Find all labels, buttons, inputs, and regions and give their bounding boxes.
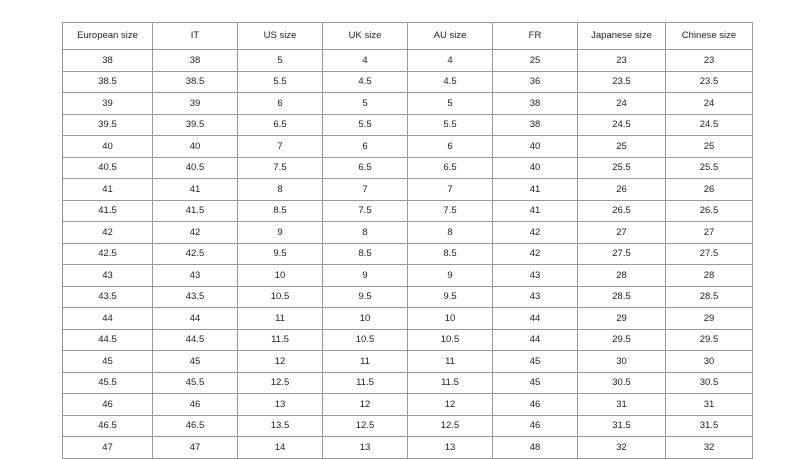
cell-chinese-size: 28.5 (666, 286, 753, 308)
shoe-size-conversion-table (62, 22, 753, 459)
cell-fr: 25 (493, 50, 578, 72)
cell-it: 40.5 (153, 157, 238, 179)
table-row (63, 71, 753, 93)
cell-fr: 36 (493, 71, 578, 93)
cell-it: 42 (153, 222, 238, 244)
cell-european-size: 40.5 (63, 157, 153, 179)
cell-us-size: 10.5 (238, 286, 323, 308)
table-row (63, 437, 753, 459)
cell-fr: 45 (493, 372, 578, 394)
cell-it: 38.5 (153, 71, 238, 93)
cell-us-size: 10 (238, 265, 323, 287)
cell-uk-size: 11.5 (323, 372, 408, 394)
cell-uk-size: 9.5 (323, 286, 408, 308)
cell-chinese-size: 29 (666, 308, 753, 330)
cell-japanese-size: 26 (578, 179, 666, 201)
cell-european-size: 39.5 (63, 114, 153, 136)
cell-us-size: 14 (238, 437, 323, 459)
column-header-au-size: AU size (408, 23, 493, 50)
cell-chinese-size: 24.5 (666, 114, 753, 136)
table-row (63, 372, 753, 394)
cell-uk-size: 4.5 (323, 71, 408, 93)
cell-au-size: 4.5 (408, 71, 493, 93)
cell-european-size: 46.5 (63, 415, 153, 437)
cell-fr: 41 (493, 200, 578, 222)
column-header-japanese-size: Japanese size (578, 23, 666, 50)
cell-japanese-size: 29 (578, 308, 666, 330)
cell-fr: 38 (493, 93, 578, 115)
cell-japanese-size: 27 (578, 222, 666, 244)
cell-european-size: 40 (63, 136, 153, 158)
cell-uk-size: 6.5 (323, 157, 408, 179)
cell-it: 46.5 (153, 415, 238, 437)
cell-japanese-size: 24 (578, 93, 666, 115)
cell-uk-size: 8.5 (323, 243, 408, 265)
cell-au-size: 10 (408, 308, 493, 330)
cell-chinese-size: 26.5 (666, 200, 753, 222)
cell-japanese-size: 32 (578, 437, 666, 459)
cell-au-size: 6 (408, 136, 493, 158)
cell-it: 44 (153, 308, 238, 330)
cell-fr: 43 (493, 265, 578, 287)
cell-european-size: 43.5 (63, 286, 153, 308)
cell-au-size: 9 (408, 265, 493, 287)
column-header-us-size: US size (238, 23, 323, 50)
column-header-uk-size: UK size (323, 23, 408, 50)
cell-uk-size: 5 (323, 93, 408, 115)
cell-uk-size: 7.5 (323, 200, 408, 222)
cell-uk-size: 13 (323, 437, 408, 459)
cell-au-size: 7.5 (408, 200, 493, 222)
cell-european-size: 43 (63, 265, 153, 287)
cell-chinese-size: 32 (666, 437, 753, 459)
cell-uk-size: 12.5 (323, 415, 408, 437)
cell-chinese-size: 23 (666, 50, 753, 72)
cell-it: 43.5 (153, 286, 238, 308)
cell-us-size: 7.5 (238, 157, 323, 179)
table-row (63, 265, 753, 287)
cell-it: 41.5 (153, 200, 238, 222)
cell-au-size: 5 (408, 93, 493, 115)
cell-chinese-size: 27 (666, 222, 753, 244)
cell-japanese-size: 31.5 (578, 415, 666, 437)
cell-european-size: 41 (63, 179, 153, 201)
cell-chinese-size: 28 (666, 265, 753, 287)
cell-uk-size: 12 (323, 394, 408, 416)
cell-fr: 43 (493, 286, 578, 308)
cell-european-size: 38 (63, 50, 153, 72)
cell-it: 38 (153, 50, 238, 72)
table-header (63, 23, 753, 50)
cell-uk-size: 10.5 (323, 329, 408, 351)
table-row (63, 93, 753, 115)
table-row (63, 243, 753, 265)
cell-chinese-size: 31.5 (666, 415, 753, 437)
cell-it: 45.5 (153, 372, 238, 394)
cell-au-size: 7 (408, 179, 493, 201)
cell-it: 42.5 (153, 243, 238, 265)
cell-european-size: 44 (63, 308, 153, 330)
table-row (63, 286, 753, 308)
cell-au-size: 6.5 (408, 157, 493, 179)
cell-japanese-size: 27.5 (578, 243, 666, 265)
cell-japanese-size: 30.5 (578, 372, 666, 394)
cell-uk-size: 7 (323, 179, 408, 201)
cell-japanese-size: 28.5 (578, 286, 666, 308)
table-row (63, 351, 753, 373)
cell-chinese-size: 30.5 (666, 372, 753, 394)
cell-japanese-size: 23 (578, 50, 666, 72)
cell-uk-size: 6 (323, 136, 408, 158)
cell-japanese-size: 31 (578, 394, 666, 416)
cell-chinese-size: 29.5 (666, 329, 753, 351)
cell-au-size: 12.5 (408, 415, 493, 437)
cell-uk-size: 4 (323, 50, 408, 72)
cell-european-size: 42 (63, 222, 153, 244)
cell-chinese-size: 30 (666, 351, 753, 373)
cell-japanese-size: 28 (578, 265, 666, 287)
cell-fr: 41 (493, 179, 578, 201)
cell-japanese-size: 30 (578, 351, 666, 373)
cell-fr: 40 (493, 136, 578, 158)
cell-fr: 48 (493, 437, 578, 459)
cell-it: 44.5 (153, 329, 238, 351)
size-chart-container (62, 22, 737, 459)
cell-fr: 45 (493, 351, 578, 373)
cell-au-size: 4 (408, 50, 493, 72)
cell-au-size: 11 (408, 351, 493, 373)
cell-chinese-size: 25 (666, 136, 753, 158)
table-row (63, 222, 753, 244)
cell-european-size: 42.5 (63, 243, 153, 265)
cell-us-size: 12 (238, 351, 323, 373)
cell-au-size: 9.5 (408, 286, 493, 308)
cell-it: 47 (153, 437, 238, 459)
cell-japanese-size: 25.5 (578, 157, 666, 179)
cell-uk-size: 5.5 (323, 114, 408, 136)
cell-us-size: 8 (238, 179, 323, 201)
cell-it: 39 (153, 93, 238, 115)
cell-chinese-size: 26 (666, 179, 753, 201)
cell-chinese-size: 23.5 (666, 71, 753, 93)
cell-japanese-size: 29.5 (578, 329, 666, 351)
cell-fr: 38 (493, 114, 578, 136)
cell-fr: 46 (493, 394, 578, 416)
cell-japanese-size: 24.5 (578, 114, 666, 136)
cell-chinese-size: 24 (666, 93, 753, 115)
cell-us-size: 11.5 (238, 329, 323, 351)
table-row (63, 50, 753, 72)
cell-japanese-size: 26.5 (578, 200, 666, 222)
column-header-european-size: European size (63, 23, 153, 50)
column-header-fr: FR (493, 23, 578, 50)
cell-european-size: 41.5 (63, 200, 153, 222)
table-row (63, 394, 753, 416)
cell-au-size: 10.5 (408, 329, 493, 351)
table-header-row (63, 23, 753, 50)
table-row (63, 157, 753, 179)
cell-it: 45 (153, 351, 238, 373)
cell-us-size: 5 (238, 50, 323, 72)
cell-au-size: 12 (408, 394, 493, 416)
cell-us-size: 13.5 (238, 415, 323, 437)
cell-it: 43 (153, 265, 238, 287)
cell-japanese-size: 23.5 (578, 71, 666, 93)
table-row (63, 136, 753, 158)
cell-us-size: 13 (238, 394, 323, 416)
table-body (63, 50, 753, 459)
cell-us-size: 9 (238, 222, 323, 244)
cell-european-size: 44.5 (63, 329, 153, 351)
cell-fr: 40 (493, 157, 578, 179)
table-row (63, 114, 753, 136)
cell-au-size: 11.5 (408, 372, 493, 394)
cell-us-size: 8.5 (238, 200, 323, 222)
cell-european-size: 45.5 (63, 372, 153, 394)
cell-fr: 42 (493, 243, 578, 265)
cell-fr: 42 (493, 222, 578, 244)
table-row (63, 308, 753, 330)
cell-us-size: 5.5 (238, 71, 323, 93)
cell-us-size: 6.5 (238, 114, 323, 136)
cell-european-size: 39 (63, 93, 153, 115)
cell-it: 40 (153, 136, 238, 158)
cell-uk-size: 9 (323, 265, 408, 287)
cell-european-size: 45 (63, 351, 153, 373)
cell-au-size: 5.5 (408, 114, 493, 136)
column-header-it: IT (153, 23, 238, 50)
cell-us-size: 6 (238, 93, 323, 115)
cell-european-size: 47 (63, 437, 153, 459)
cell-chinese-size: 27.5 (666, 243, 753, 265)
cell-us-size: 7 (238, 136, 323, 158)
cell-european-size: 46 (63, 394, 153, 416)
cell-fr: 44 (493, 329, 578, 351)
cell-fr: 46 (493, 415, 578, 437)
cell-it: 41 (153, 179, 238, 201)
cell-fr: 44 (493, 308, 578, 330)
column-header-chinese-size: Chinese size (666, 23, 753, 50)
cell-au-size: 8.5 (408, 243, 493, 265)
cell-chinese-size: 31 (666, 394, 753, 416)
cell-japanese-size: 25 (578, 136, 666, 158)
cell-it: 39.5 (153, 114, 238, 136)
table-row (63, 179, 753, 201)
cell-chinese-size: 25.5 (666, 157, 753, 179)
cell-us-size: 12.5 (238, 372, 323, 394)
table-row (63, 200, 753, 222)
cell-uk-size: 8 (323, 222, 408, 244)
cell-uk-size: 10 (323, 308, 408, 330)
table-row (63, 329, 753, 351)
cell-it: 46 (153, 394, 238, 416)
cell-european-size: 38.5 (63, 71, 153, 93)
cell-us-size: 11 (238, 308, 323, 330)
cell-au-size: 8 (408, 222, 493, 244)
table-row (63, 415, 753, 437)
cell-au-size: 13 (408, 437, 493, 459)
cell-us-size: 9.5 (238, 243, 323, 265)
cell-uk-size: 11 (323, 351, 408, 373)
